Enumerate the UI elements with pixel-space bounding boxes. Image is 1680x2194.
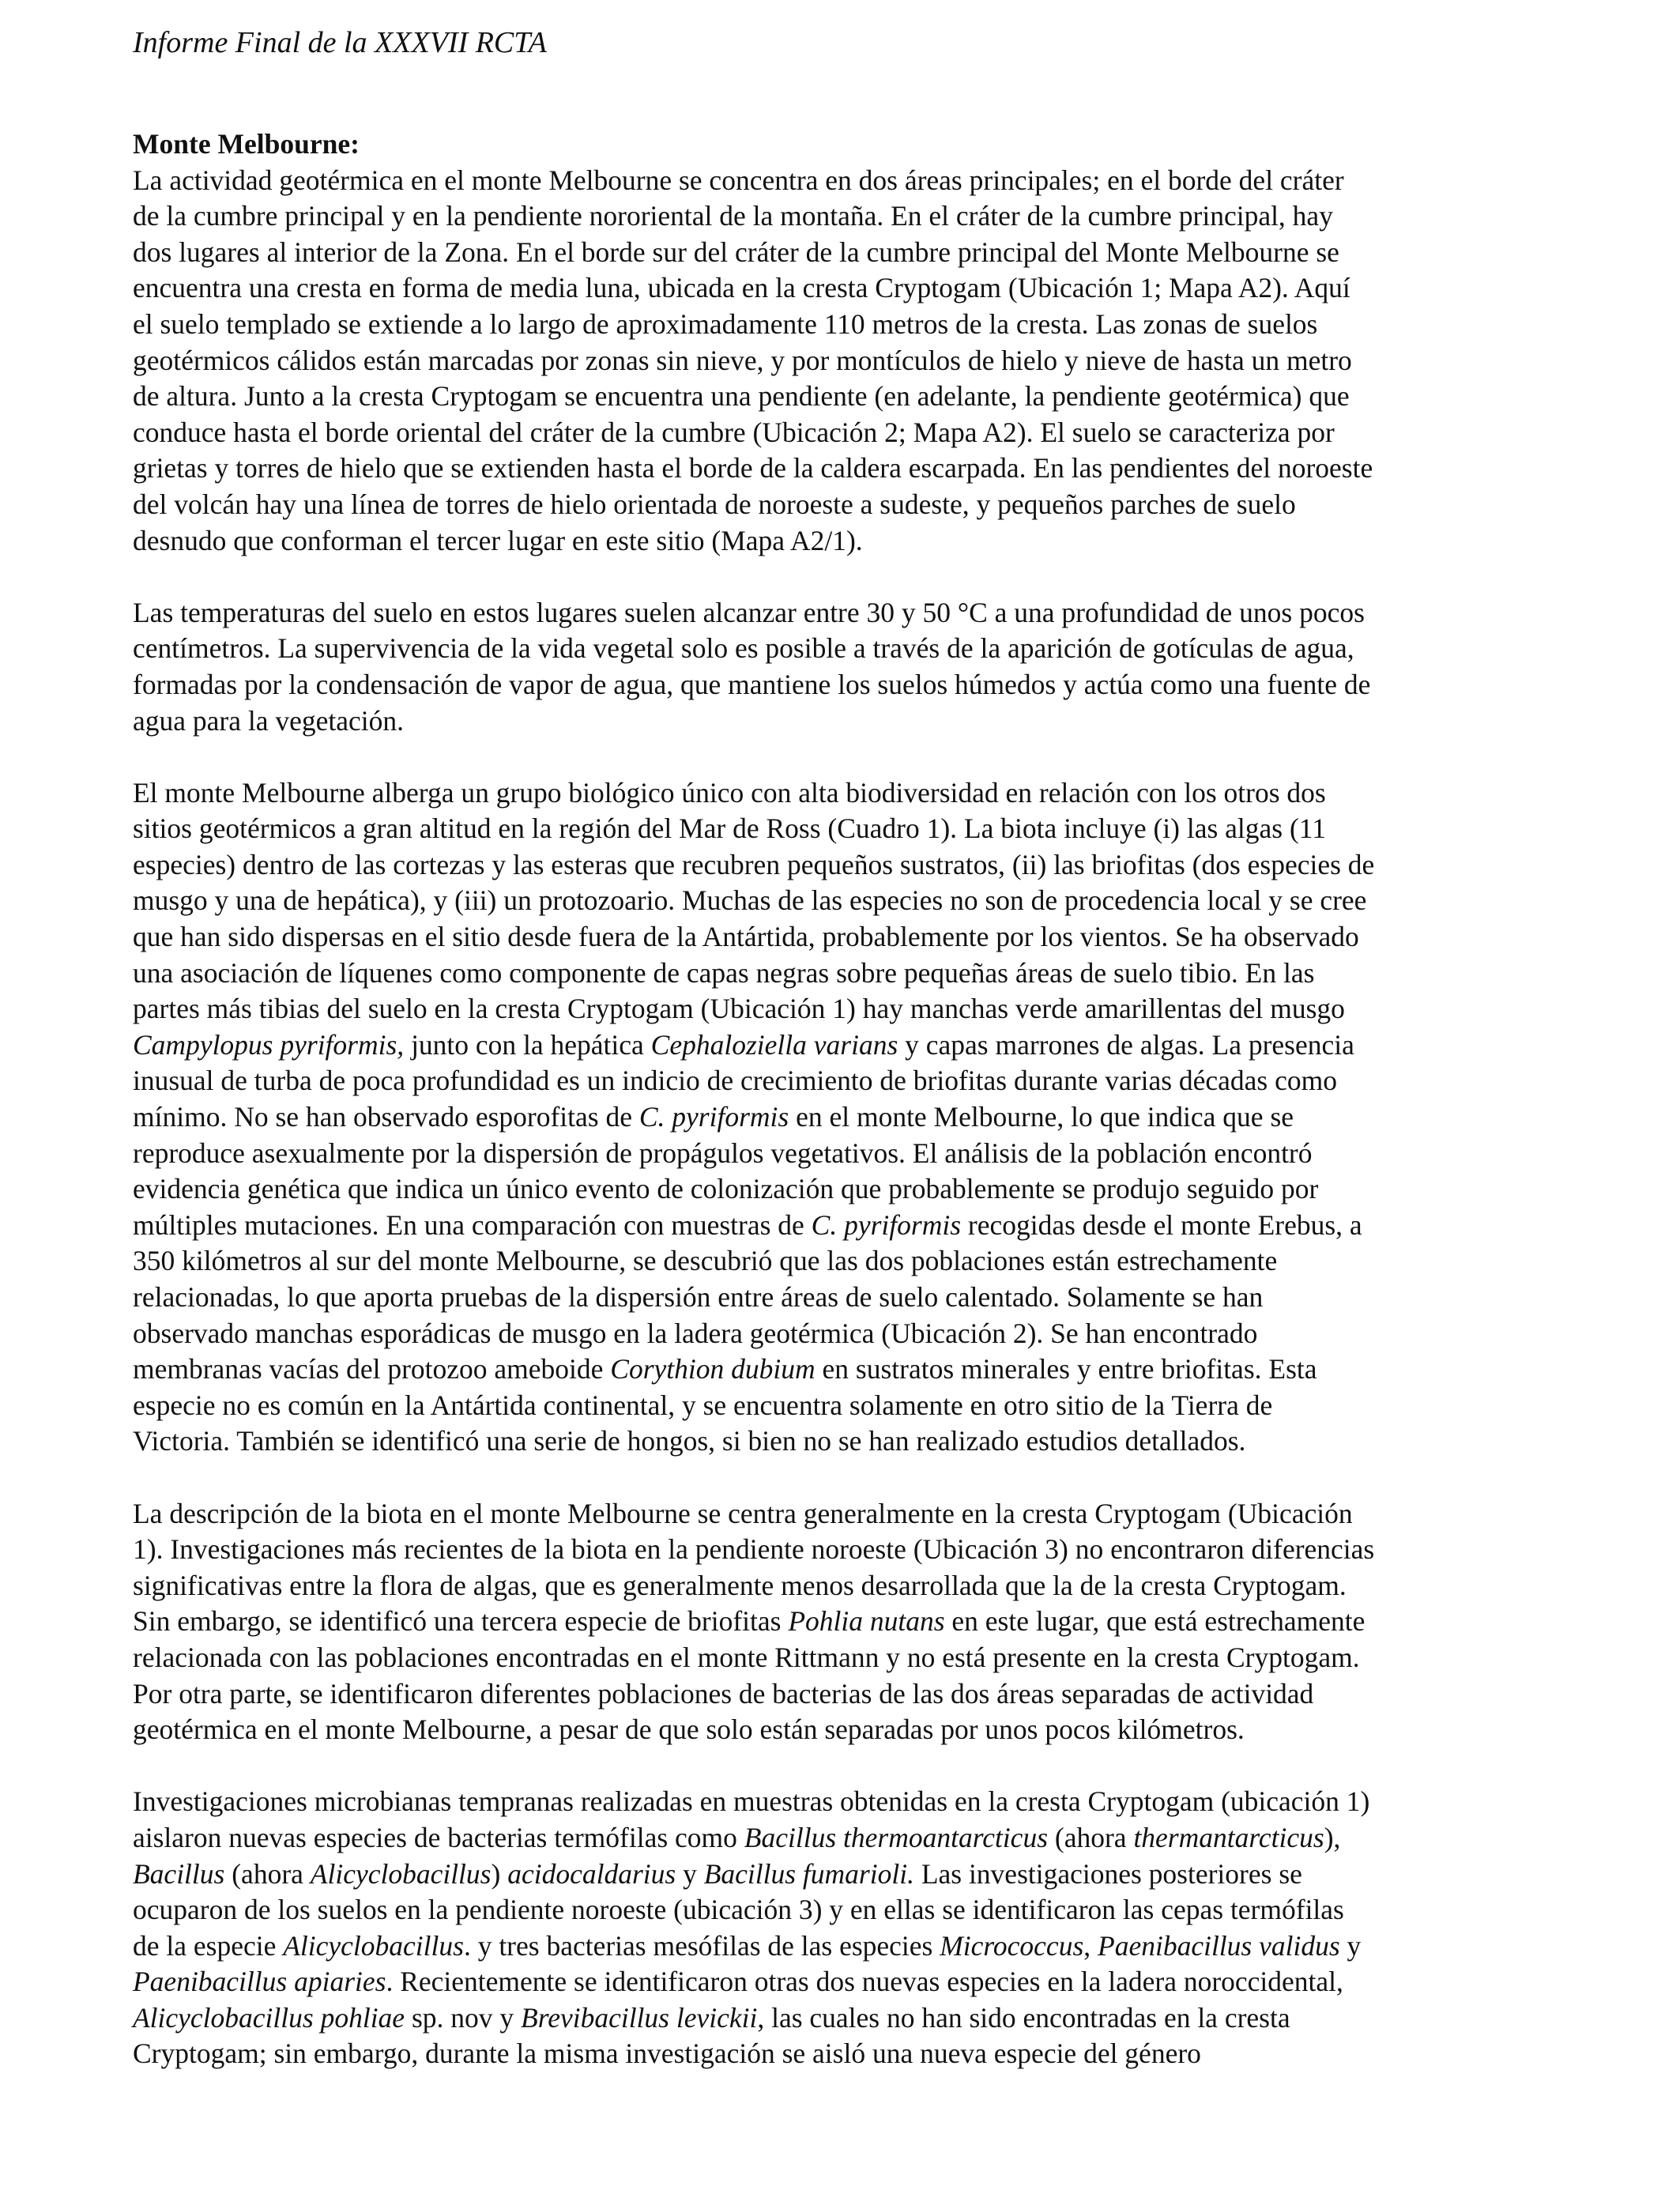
italic-text-run: C. pyriformis bbox=[811, 1208, 962, 1241]
text-run: en este lugar, que está estrechamente bbox=[944, 1605, 1365, 1638]
italic-text-run: Campylopus pyriformis, bbox=[133, 1028, 405, 1061]
text-run: (ahora bbox=[224, 1857, 311, 1890]
text-run: Victoria. También se identificó una serie de hongos, si bien no se han realizado estudios detallados. bbox=[133, 1425, 1246, 1457]
paragraph bbox=[133, 1784, 1571, 2072]
text-line bbox=[133, 1496, 1571, 1532]
text-run: dos lugares al interior de la Zona. En el borde sur del cráter de la cumbre principal del Monte Melbourne se bbox=[133, 236, 1339, 268]
text-line bbox=[133, 919, 1571, 956]
paragraph bbox=[133, 775, 1571, 1460]
text-line bbox=[133, 1280, 1571, 1316]
italic-text-run: Brevibacillus levickii bbox=[521, 2001, 758, 2034]
text-line bbox=[133, 1604, 1571, 1640]
text-run: reproduce asexualmente por la dispersión de propágulos vegetativos. El análisis de la población encontró bbox=[133, 1137, 1313, 1169]
text-line bbox=[133, 1532, 1571, 1568]
text-run: mínimo. No se han observado esporofitas de bbox=[133, 1101, 639, 1133]
text-run: junto con la hepática bbox=[404, 1028, 651, 1061]
paragraph bbox=[133, 1496, 1571, 1748]
text-line bbox=[133, 631, 1571, 667]
text-run: de la especie bbox=[133, 1929, 284, 1962]
text-run: La descripción de la biota en el monte Melbourne se centra generalmente en la cresta Cryptogam (Ubicación bbox=[133, 1497, 1353, 1529]
italic-text-run: Alicyclobacillus pohliae bbox=[133, 2001, 405, 2034]
text-run: una asociación de líquenes como componente de capas negras sobre pequeñas áreas de suelo tibio. En las bbox=[133, 956, 1315, 989]
text-run: El monte Melbourne alberga un grupo biológico único con alta biodiversidad en relación con los otros dos bbox=[133, 776, 1326, 809]
document-body bbox=[133, 126, 1571, 2109]
italic-text-run: Corythion dubium bbox=[610, 1353, 816, 1385]
text-run: relacionadas, lo que aporta pruebas de la dispersión entre áreas de suelo calentado. Solamente se han bbox=[133, 1281, 1264, 1313]
text-line bbox=[133, 1099, 1571, 1136]
text-line bbox=[133, 595, 1571, 631]
text-run: (ahora bbox=[1048, 1821, 1134, 1853]
text-line bbox=[133, 811, 1571, 847]
italic-text-run: Alicyclobacillus bbox=[283, 1929, 464, 1962]
paragraph bbox=[133, 163, 1571, 560]
text-run: el suelo templado se extiende a lo largo de aproximadamente 110 metros de la cresta. Las zonas de suelos bbox=[133, 307, 1318, 340]
italic-text-run: Bacillus fumarioli. bbox=[703, 1857, 914, 1890]
text-run: centímetros. La supervivencia de la vida vegetal solo es posible a través de la aparición de gotículas de agua, bbox=[133, 632, 1354, 665]
text-line bbox=[133, 1136, 1571, 1172]
text-line bbox=[133, 379, 1571, 415]
text-run: múltiples mutaciones. En una comparación con muestras de bbox=[133, 1208, 812, 1241]
text-run: conduce hasta el borde oriental del cráter de la cumbre (Ubicación 2; Mapa A2). El suelo se caracteriza por bbox=[133, 416, 1335, 448]
text-run: partes más tibias del suelo en la cresta Cryptogam (Ubicación 1) hay manchas verde amarillentas del musgo bbox=[133, 993, 1345, 1025]
italic-text-run: Bacillus bbox=[133, 1857, 225, 1890]
text-line bbox=[133, 343, 1571, 379]
text-line bbox=[133, 1243, 1571, 1280]
italic-text-run: Cephaloziella varians bbox=[650, 1028, 898, 1061]
text-line bbox=[133, 1676, 1571, 1713]
text-line bbox=[133, 523, 1571, 560]
text-run: de altura. Junto a la cresta Cryptogam se encuentra una pendiente (en adelante, la pendiente geotérmica) que bbox=[133, 380, 1350, 413]
paragraphs-container bbox=[133, 163, 1571, 2072]
text-line bbox=[133, 1423, 1571, 1460]
text-run: geotérmicos cálidos están marcadas por zonas sin nieve, y por montículos de hielo y nieve de hasta un metro bbox=[133, 344, 1352, 376]
text-line bbox=[133, 307, 1571, 343]
text-run: formadas por la condensación de vapor de agua, que mantiene los suelos húmedos y actúa como una fuente de bbox=[133, 668, 1371, 700]
text-run: recogidas desde el monte Erebus, a bbox=[961, 1208, 1362, 1241]
text-run: especies) dentro de las cortezas y las esteras que recubren pequeños sustratos, (ii) las briofitas (dos especies de bbox=[133, 848, 1375, 880]
text-run: musgo y una de hepática), y (iii) un protozoario. Muchas de las especies no son de procedencia local y se cree bbox=[133, 884, 1367, 917]
text-run: Sin embargo, se identificó una tercera especie de briofitas bbox=[133, 1605, 789, 1638]
text-run: en sustratos minerales y entre briofitas. Esta bbox=[815, 1353, 1317, 1385]
text-run: evidencia genética que indica un único evento de colonización que probablemente se produjo seguido por bbox=[133, 1173, 1319, 1205]
text-run: La actividad geotérmica en el monte Melbourne se concentra en dos áreas principales; en el borde del cráter bbox=[133, 164, 1344, 196]
italic-text-run: acidocaldarius bbox=[507, 1857, 676, 1890]
text-line bbox=[133, 1063, 1571, 1099]
text-run: . Recientemente se identificaron otras dos nuevas especies en la ladera noroccidental, bbox=[386, 1966, 1343, 1998]
running-header: Informe Final de la XXXVII RCTA bbox=[133, 26, 547, 59]
text-line bbox=[133, 667, 1571, 703]
text-line bbox=[133, 847, 1571, 884]
text-line bbox=[133, 1171, 1571, 1208]
text-line bbox=[133, 1892, 1571, 1928]
text-line bbox=[133, 1784, 1571, 1820]
text-run: encuentra una cresta en forma de media luna, ubicada en la cresta Cryptogam (Ubicación 1; Mapa A2). Aquí bbox=[133, 272, 1350, 304]
text-run: aislaron nuevas especies de bacterias termófilas como bbox=[133, 1821, 744, 1853]
text-run: geotérmica en el monte Melbourne, a pesar de que solo están separadas por unos pocos kilómetros. bbox=[133, 1713, 1245, 1746]
text-line bbox=[133, 2000, 1571, 2037]
text-run: observado manchas esporádicas de musgo en la ladera geotérmica (Ubicación 2). Se han encontrado bbox=[133, 1317, 1258, 1349]
text-run: y capas marrones de algas. La presencia bbox=[898, 1028, 1354, 1061]
text-run: membranas vacías del protozoo ameboide bbox=[133, 1353, 611, 1385]
text-run: 1). Investigaciones más recientes de la biota en la pendiente noroeste (Ubicación 3) no encontraron diferencias bbox=[133, 1533, 1375, 1566]
text-line bbox=[133, 1316, 1571, 1352]
italic-text-run: Micrococcus bbox=[940, 1929, 1084, 1962]
text-run: . y tres bacterias mesófilas de las especies bbox=[463, 1929, 940, 1962]
text-run: y bbox=[1339, 1929, 1362, 1962]
text-line bbox=[133, 1928, 1571, 1965]
text-run: de la cumbre principal y en la pendiente nororiental de la montaña. En el cráter de la cumbre principal, hay bbox=[133, 200, 1333, 232]
italic-text-run: Bacillus thermoantarcticus bbox=[744, 1821, 1049, 1853]
italic-text-run: Paenibacillus validus bbox=[1098, 1929, 1340, 1962]
italic-text-run: Paenibacillus apiaries bbox=[133, 1966, 386, 1998]
text-line bbox=[133, 2036, 1571, 2072]
text-run: especie no es común en la Antártida continental, y se encuentra solamente en otro sitio de la Tierra de bbox=[133, 1389, 1273, 1421]
text-line bbox=[133, 883, 1571, 919]
text-run: , las cuales no han sido encontradas en la cresta bbox=[757, 2001, 1290, 2034]
text-run: ), bbox=[1324, 1821, 1341, 1853]
text-line bbox=[133, 1568, 1571, 1604]
text-run: relacionada con las poblaciones encontradas en el monte Rittmann y no está presente en la cresta Cryptogam. bbox=[133, 1641, 1360, 1673]
text-run: grietas y torres de hielo que se extienden hasta el borde de la caldera escarpada. En las pendientes del noroeste bbox=[133, 452, 1373, 484]
text-line bbox=[133, 775, 1571, 812]
text-run: desnudo que conforman el tercer lugar en este sitio (Mapa A2/1). bbox=[133, 524, 863, 556]
text-line bbox=[133, 163, 1571, 199]
italic-text-run: Alicyclobacillus bbox=[310, 1857, 492, 1890]
paragraph bbox=[133, 595, 1571, 739]
text-line bbox=[133, 1964, 1571, 2000]
text-line bbox=[133, 1640, 1571, 1676]
text-line bbox=[133, 1388, 1571, 1424]
text-line bbox=[133, 1351, 1571, 1388]
text-line bbox=[133, 1027, 1571, 1064]
text-run: Las temperaturas del suelo en estos lugares suelen alcanzar entre 30 y 50 °C a una profundidad de unos pocos bbox=[133, 596, 1365, 628]
text-line bbox=[133, 1820, 1571, 1857]
text-run: Cryptogam; sin embargo, durante la misma investigación se aisló una nueva especie del género bbox=[133, 2038, 1201, 2070]
text-run: inusual de turba de poca profundidad es un indicio de crecimiento de briofitas durante varias décadas como bbox=[133, 1065, 1337, 1097]
text-run: sp. nov y bbox=[405, 2001, 522, 2034]
text-run: Investigaciones microbianas tempranas realizadas en muestras obtenidas en la cresta Cryptogam (ubicación 1) bbox=[133, 1785, 1370, 1818]
text-run: , bbox=[1083, 1929, 1098, 1962]
text-line bbox=[133, 991, 1571, 1027]
text-line bbox=[133, 1857, 1571, 1893]
text-run: significativas entre la flora de algas, que es generalmente menos desarrollada que la de la cresta Cryptogam. bbox=[133, 1569, 1347, 1601]
text-run: ) bbox=[491, 1857, 508, 1890]
text-run: Las investigaciones posteriores se bbox=[913, 1857, 1302, 1890]
text-run: Por otra parte, se identificaron diferentes poblaciones de bacterias de las dos áreas separadas de actividad bbox=[133, 1677, 1314, 1710]
text-run: 350 kilómetros al sur del monte Melbourne, se descubrió que las dos poblaciones están estrechamente bbox=[133, 1245, 1278, 1277]
text-run: ocuparon de los suelos en la pendiente noroeste (ubicación 3) y en ellas se identificaron las cepas termófilas bbox=[133, 1894, 1344, 1926]
text-run: en el monte Melbourne, lo que indica que se bbox=[789, 1101, 1294, 1133]
text-run: que han sido dispersas en el sitio desde fuera de la Antártida, probablemente por los vientos. Se ha observado bbox=[133, 921, 1359, 953]
text-run: y bbox=[676, 1857, 704, 1890]
text-line bbox=[133, 1712, 1571, 1748]
text-line bbox=[133, 487, 1571, 523]
italic-text-run: Pohlia nutans bbox=[788, 1605, 945, 1638]
text-line bbox=[133, 270, 1571, 307]
text-line bbox=[133, 450, 1571, 487]
italic-text-run: thermantarcticus bbox=[1133, 1821, 1324, 1853]
text-line bbox=[133, 703, 1571, 740]
text-run: sitios geotérmicos a gran altitud en la región del Mar de Ross (Cuadro 1). La biota incluye (i) las algas (11 bbox=[133, 812, 1326, 845]
italic-text-run: C. pyriformis bbox=[638, 1101, 789, 1133]
section-title: Monte Melbourne: bbox=[133, 128, 360, 160]
text-run: del volcán hay una línea de torres de hielo orientada de noroeste a sudeste, y pequeños parches de suelo bbox=[133, 488, 1296, 520]
text-line bbox=[133, 956, 1571, 992]
text-run: agua para la vegetación. bbox=[133, 704, 404, 737]
text-line bbox=[133, 198, 1571, 235]
text-line bbox=[133, 415, 1571, 451]
text-line bbox=[133, 235, 1571, 271]
text-line bbox=[133, 1208, 1571, 1244]
